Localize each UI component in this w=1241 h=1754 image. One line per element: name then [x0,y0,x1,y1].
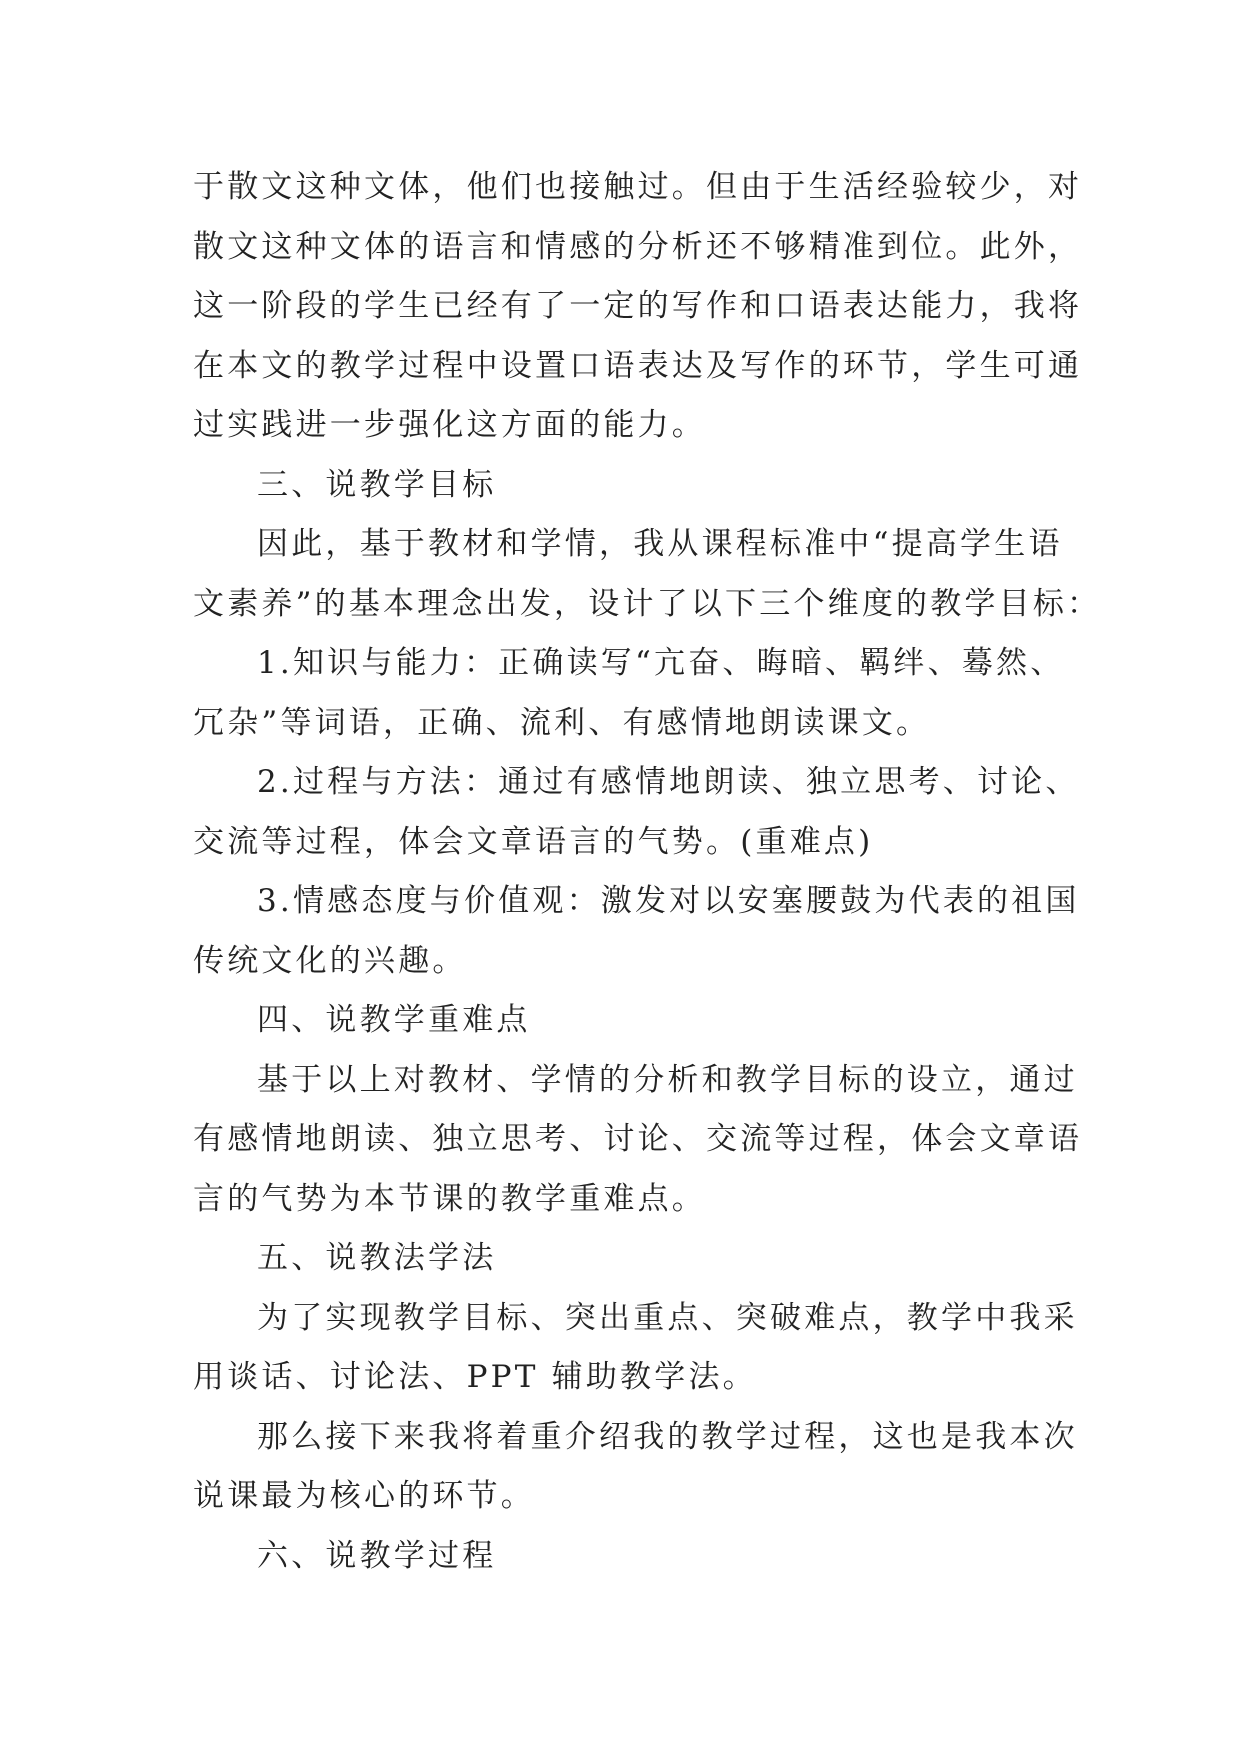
paragraph-line: 用谈话、讨论法、PPT 辅助教学法。 [193,1359,757,1395]
list-item-line: 1.知识与能力：正确读写“亢奋、晦暗、羁绊、蓦然、 [257,645,1065,681]
list-item-line: 3.情感态度与价值观：激发对以安塞腰鼓为代表的祖国 [257,883,1080,919]
document-body [193,158,1102,1586]
paragraph-line: 说课最为核心的环节。 [193,1478,535,1514]
section-heading: 四、说教学重难点 [257,1002,531,1038]
paragraph-line: 这一阶段的学生已经有了一定的写作和口语表达能力，我将 [193,288,1083,324]
list-item-line: 冗杂”等词语，正确、流利、有感情地朗读课文。 [193,704,931,741]
paragraph-line: 基于以上对教材、学情的分析和教学目标的设立，通过 [257,1061,1078,1098]
list-item-line: 交流等过程，体会文章语言的气势。(重难点) [193,823,874,860]
list-item-line: 2.过程与方法：通过有感情地朗读、独立思考、讨论、 [257,764,1080,800]
paragraph-line: 于散文这种文体，他们也接触过。但由于生活经验较少，对 [193,169,1083,205]
paragraph-line: 文素养”的基本理念出发，设计了以下三个维度的教学目标： [193,585,1102,622]
paragraph-line: 因此，基于教材和学情，我从课程标准中“提高学生语 [257,526,1063,562]
paragraph-line: 过实践进一步强化这方面的能力。 [193,407,706,443]
section-heading: 六、说教学过程 [257,1537,497,1574]
list-item-line: 传统文化的兴趣。 [193,942,467,979]
paragraph-line: 言的气势为本节课的教学重难点。 [193,1180,706,1217]
paragraph-line: 在本文的教学过程中设置口语表达及写作的环节，学生可通 [193,347,1083,384]
section-heading: 五、说教法学法 [257,1240,497,1276]
paragraph-line: 有感情地朗读、独立思考、讨论、交流等过程，体会文章语 [193,1121,1083,1157]
paragraph-line: 散文这种文体的语言和情感的分析还不够精准到位。此外， [193,228,1083,265]
section-heading: 三、说教学目标 [257,466,497,503]
paragraph-line: 为了实现教学目标、突出重点、突破难点，教学中我采 [257,1299,1078,1336]
paragraph-line: 那么接下来我将着重介绍我的教学过程，这也是我本次 [257,1418,1078,1455]
